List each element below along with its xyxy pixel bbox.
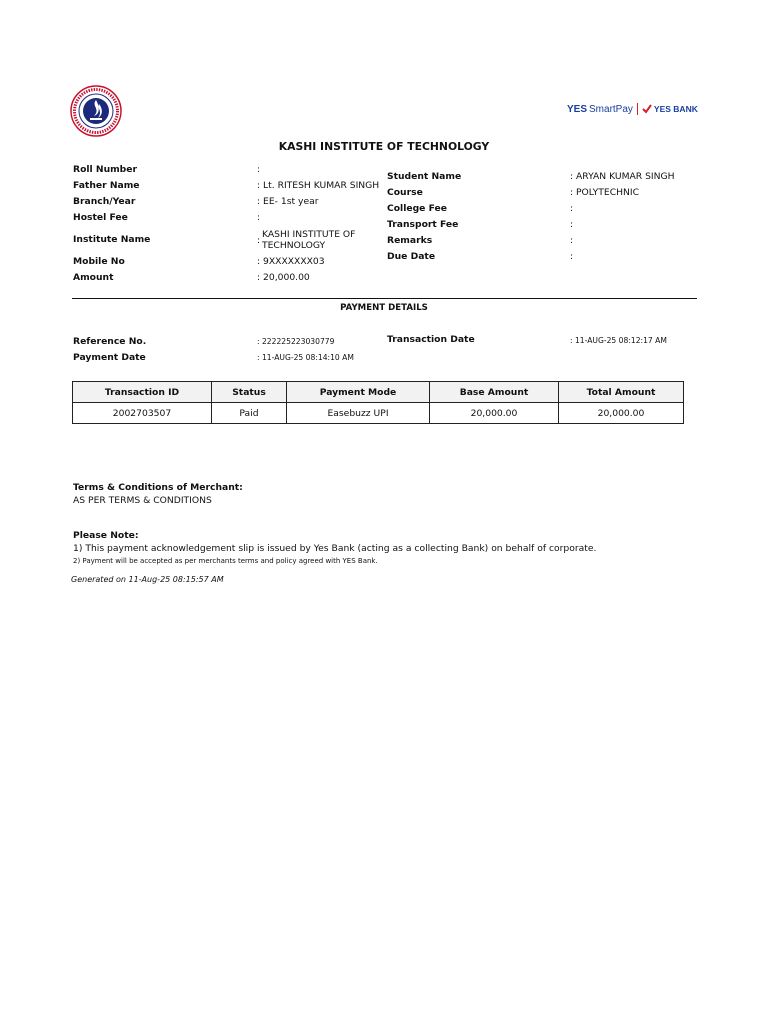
hostel-fee-label: Hostel Fee (73, 212, 128, 223)
note-line-2: 2) Payment will be accepted as per merchants terms and policy agreed with YES Bank. (73, 557, 378, 565)
due-date-value: : (570, 251, 574, 262)
yes-bank-text: YES BANK (653, 104, 698, 114)
cell-total-amount: 20,000.00 (559, 403, 684, 424)
course-value: : POLYTECHNIC (570, 187, 640, 198)
roll-number-label: Roll Number (73, 164, 138, 175)
payment-date-value: : 11-AUG-25 08:14:10 AM (257, 353, 354, 362)
yes-smartpay-yes: YES (567, 103, 588, 115)
student-name-value: : ARYAN KUMAR SINGH (570, 171, 675, 182)
mobile-no-value: : 9XXXXXXX03 (257, 256, 325, 267)
payment-date-label: Payment Date (73, 352, 146, 363)
branch-year-label: Branch/Year (73, 196, 136, 207)
cell-transaction-id: 2002703507 (73, 403, 212, 424)
terms-text: AS PER TERMS & CONDITIONS (73, 495, 212, 506)
col-status: Status (212, 382, 287, 403)
transaction-table (72, 381, 684, 424)
institute-name-value: KASHI INSTITUTE OF TECHNOLOGY (262, 229, 356, 251)
table-row (73, 403, 684, 424)
institute-title: KASHI INSTITUTE OF TECHNOLOGY (278, 140, 490, 153)
cell-base-amount: 20,000.00 (430, 403, 559, 424)
cell-status: Paid (212, 403, 287, 424)
hostel-fee-value: : (257, 212, 261, 223)
transaction-date-label: Transaction Date (387, 334, 475, 345)
terms-heading: Terms & Conditions of Merchant: (73, 482, 243, 493)
cell-payment-mode: Easebuzz UPI (287, 403, 430, 424)
roll-number-value: : (257, 164, 261, 175)
yes-bank-logo (567, 102, 698, 116)
logo-divider (637, 103, 638, 115)
father-name-label: Father Name (73, 180, 140, 191)
transport-fee-label: Transport Fee (387, 219, 459, 230)
col-payment-mode: Payment Mode (287, 382, 430, 403)
reference-no-label: Reference No. (73, 336, 147, 347)
transaction-date-value: : 11-AUG-25 08:12:17 AM (570, 336, 667, 345)
institute-name-colon: : (257, 235, 261, 246)
payment-details-heading: PAYMENT DETAILS (340, 303, 428, 313)
branch-year-value: : EE- 1st year (257, 196, 319, 207)
note-line-1: 1) This payment acknowledgement slip is issued by Yes Bank (acting as a collecting Bank) on behalf of corporate. (73, 543, 597, 554)
course-label: Course (387, 187, 423, 198)
remarks-value: : (570, 235, 574, 246)
col-base-amount: Base Amount (430, 382, 559, 403)
amount-value: : 20,000.00 (257, 272, 310, 283)
student-name-label: Student Name (387, 171, 462, 182)
yes-smartpay-text: SmartPay (589, 103, 633, 115)
transport-fee-value: : (570, 219, 574, 230)
generated-timestamp: Generated on 11-Aug-25 08:15:57 AM (71, 575, 224, 584)
institute-seal-logo (70, 85, 122, 137)
due-date-label: Due Date (387, 251, 436, 262)
remarks-label: Remarks (387, 235, 433, 246)
section-divider (72, 298, 697, 299)
col-transaction-id: Transaction ID (73, 382, 212, 403)
institute-name-label: Institute Name (73, 234, 151, 245)
father-name-value: : Lt. RITESH KUMAR SINGH (257, 180, 380, 191)
check-mark-icon (642, 104, 652, 114)
college-fee-label: College Fee (387, 203, 447, 214)
college-fee-value: : (570, 203, 574, 214)
table-header-row (73, 382, 684, 403)
col-total-amount: Total Amount (559, 382, 684, 403)
amount-label: Amount (73, 272, 114, 283)
note-heading: Please Note: (73, 530, 139, 541)
mobile-no-label: Mobile No (73, 256, 125, 267)
reference-no-value: : 222225223030779 (257, 337, 335, 346)
